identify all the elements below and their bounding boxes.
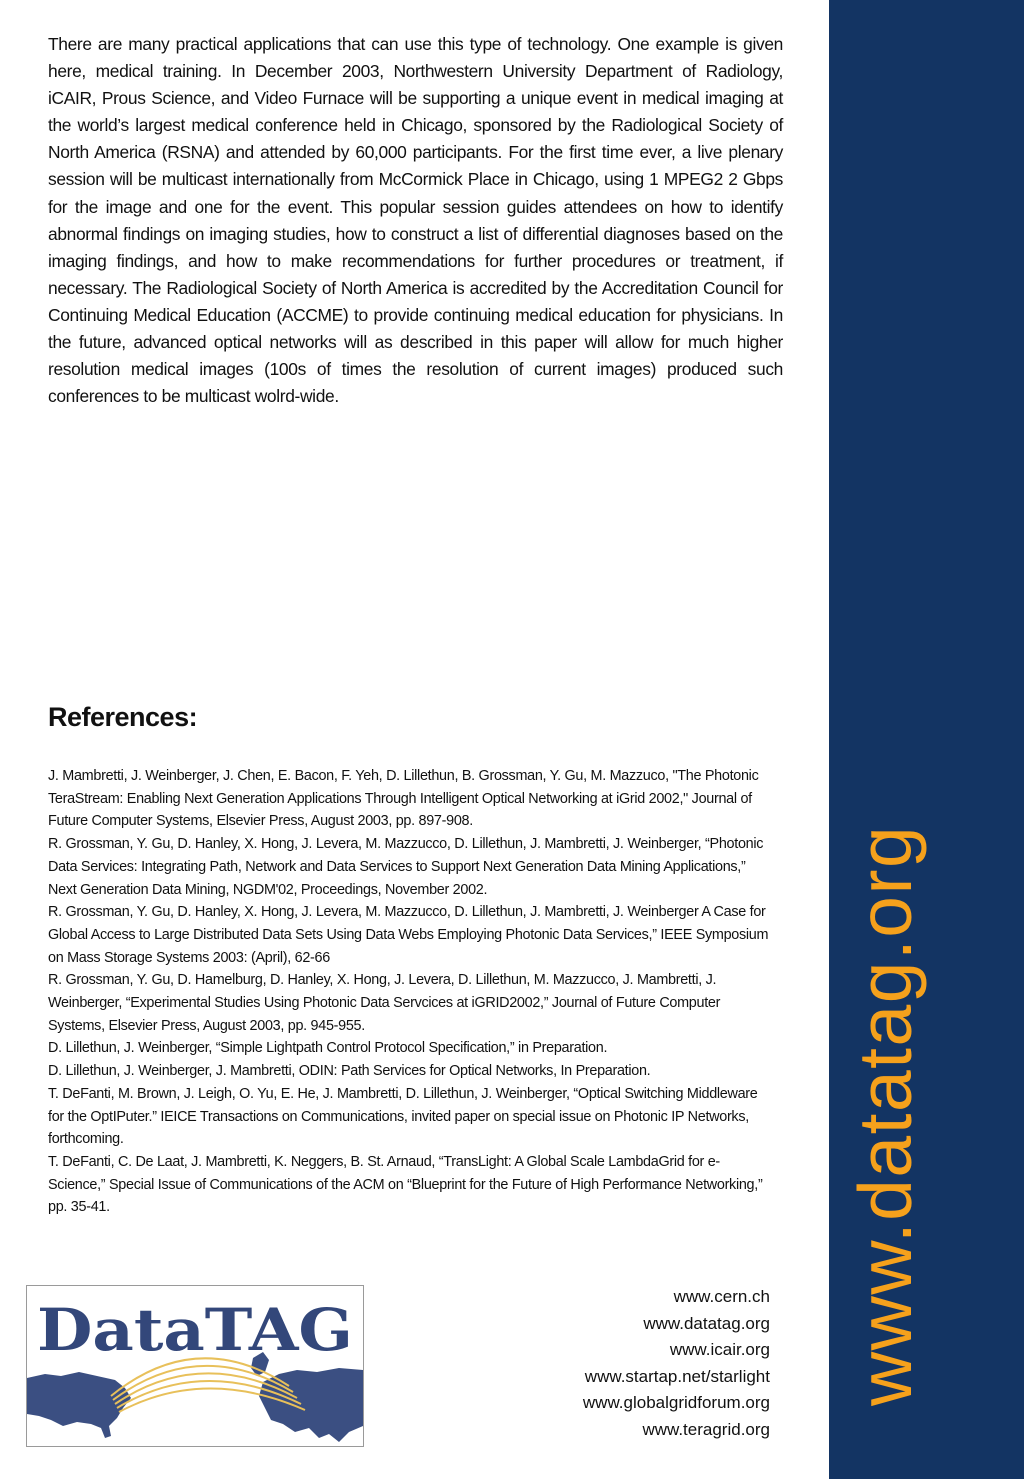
link-datatag[interactable]: www.datatag.org <box>643 1313 770 1333</box>
reference-item: T. DeFanti, M. Brown, J. Leigh, O. Yu, E. He, J. Mambretti, D. Lillethun, J. Weinberger, “Optical Switching Middleware for the OptIPuter.” IEICE Transactions on Communications, invited paper on special issue on Photonic IP Networks, forthcoming. <box>48 1085 758 1148</box>
links-list <box>450 1284 770 1444</box>
datatag-logo <box>26 1285 364 1447</box>
references-heading: References: <box>48 702 198 732</box>
link-starlight[interactable]: www.startap.net/starlight <box>584 1366 770 1386</box>
link-globalgridforum[interactable]: www.globalgridforum.org <box>582 1393 770 1413</box>
reference-item: R. Grossman, Y. Gu, D. Hanley, X. Hong, J. Levera, M. Mazzucco, D. Lillethun, J. Mambretti, J. Weinberger, “Photonic Data Services: Integrating Path, Network and Data Services to Support Next Generation Data Mining Applications,” Next Generation Data Mining, NGDM'02, Proceedings, November 2002. <box>48 836 764 898</box>
link-teragrid[interactable]: www.teragrid.org <box>642 1419 770 1439</box>
logo-text: DataTAG <box>37 1296 353 1364</box>
europe-map <box>259 1368 363 1442</box>
sidebar-url[interactable]: www.datatag.org <box>843 824 927 1406</box>
reference-item: D. Lillethun, J. Weinberger, “Simple Lightpath Control Protocol Specification,” in Preparation. <box>48 1040 608 1057</box>
reference-item: R. Grossman, Y. Gu, D. Hanley, X. Hong, J. Levera, M. Mazzucco, D. Lillethun, J. Mambretti, J. Weinberger A Case for Global Access to Large Distributed Data Sets Using Data Webs Employing Photonic Data Services,” IEEE Symposium on Mass Storage Systems 2003: (April), 62-66 <box>48 904 769 966</box>
reference-item: D. Lillethun, J. Weinberger, J. Mambretti, ODIN: Path Services for Optical Networks, In Preparation. <box>48 1063 651 1080</box>
body-paragraph: There are many practical applications that can use this type of technology. One example is given here, medical training. In December 2003, Northwestern University Department of Radiology, iCAIR, Prous Science, and Video Furnace will be supporting a unique event in medical imaging at the world’s largest medical conference held in Chicago, sponsored by the Radiological Society of North America (RSNA) and attended by 60,000 participants. For the first time ever, a live plenary session will be multicast internationally from McCormick Place in Chicago, using 1 MPEG2 2 Gbps for the image and one for the event. This popular session guides attendees on how to identify abnormal findings on imaging studies, how to construct a list of differential diagnoses based on the imaging findings, and how to make recommendations for further procedures or treatment, if necessary. The Radiological Society of North America is accredited by the Accreditation Council for Continuing Medical Education (ACCME) to provide continuing medical education for physicians. In the future, advanced optical networks will as described in this paper will allow for much higher resolution medical images (100s of times the resolution of current images) produced such conferences to be multicast wolrd-wide. <box>48 34 783 407</box>
reference-item: T. DeFanti, C. De Laat, J. Mambretti, K. Neggers, B. St. Arnaud, “TransLight: A Global Scale LambdaGrid for e-Science,” Special Issue of Communications of the ACM on “Blueprint for the Future of High Performance Networking,” pp. 35-41. <box>48 1153 763 1216</box>
reference-item: J. Mambretti, J. Weinberger, J. Chen, E. Bacon, F. Yeh, D. Lillethun, B. Grossman, Y. Gu, M. Mazzuco, "The Photonic TeraStream: Enabling Next Generation Applications Through Intelligent Optical Networking at iGrid 2002," Journal of Future Computer Systems, Elsevier Press, August 2003, pp. 897-908. <box>48 768 759 830</box>
references-list <box>48 765 776 1219</box>
link-icair[interactable]: www.icair.org <box>669 1340 770 1360</box>
link-cern[interactable]: www.cern.ch <box>673 1287 770 1306</box>
north-america-map <box>27 1372 131 1438</box>
datatag-logo-graphic <box>27 1286 363 1446</box>
reference-item: R. Grossman, Y. Gu, D. Hamelburg, D. Hanley, X. Hong, J. Levera, D. Lillethun, M. Mazzucco, J. Mambretti, J. Weinberger, “Experimental Studies Using Photonic Data Servcices at iGRID2002,” Journal of Future Computer Systems, Elsevier Press, August 2003, pp. 945-955. <box>48 972 721 1034</box>
